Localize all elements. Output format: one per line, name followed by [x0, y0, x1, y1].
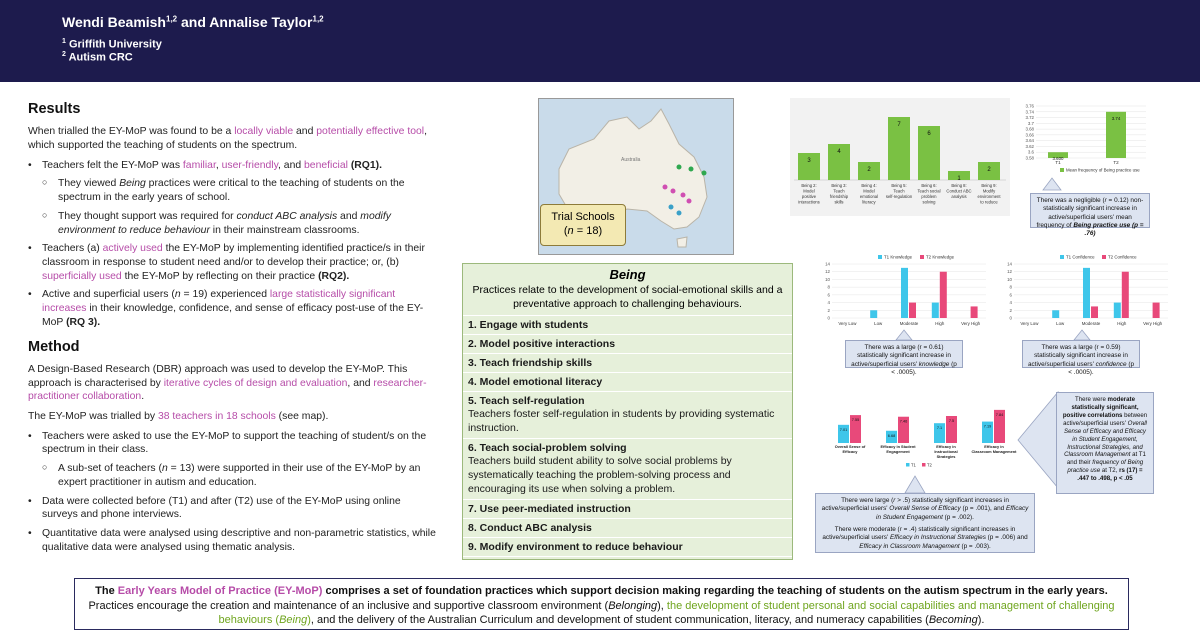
- bar-value-label: 6.68: [887, 433, 896, 438]
- t: practices were critical to the teaching of students on the spectrum in the early years of school.: [58, 178, 405, 204]
- being-practice-desc: Teachers foster self-regulation in students by providing systematic instruction.: [468, 408, 775, 434]
- y-tick-label: 6: [827, 292, 830, 298]
- bar: [870, 310, 877, 318]
- arrow-efficacy: [905, 476, 925, 493]
- category-label: Very High: [961, 321, 981, 326]
- method-sub-1: [28, 462, 438, 489]
- trial-schools-count: [541, 224, 625, 238]
- author-2-affil: 1,2: [312, 14, 324, 24]
- t: The EY-MoP was trialled by: [28, 411, 158, 422]
- bar: [1083, 268, 1090, 318]
- category-label: Teach: [833, 188, 845, 194]
- being-title: Being: [609, 267, 646, 282]
- t: (: [563, 225, 568, 238]
- affiliation-2-num: 2: [62, 51, 66, 58]
- category-label: Engagement: [886, 449, 910, 454]
- y-tick-label: 4: [1009, 300, 1012, 306]
- caption-efficacy: [815, 493, 1035, 553]
- t: confidence: [1095, 360, 1127, 368]
- t: at T1 and their: [1066, 451, 1146, 467]
- bar-value-label: 2: [987, 167, 991, 173]
- legend-swatch: [878, 255, 882, 259]
- affiliation-2-name: Autism CRC: [68, 51, 133, 64]
- y-tick-label: 3.62: [1025, 143, 1034, 149]
- t: There were large (: [841, 497, 894, 504]
- t: (p < .0005).: [891, 360, 957, 376]
- method-p2: [28, 410, 438, 424]
- t: There was a large (r = 0.59) statistically significant increase in active/superficial users': [1027, 344, 1128, 368]
- results-sub-2: [28, 210, 438, 237]
- legend-swatch: [922, 463, 926, 467]
- t: Overall Sense of Efficacy: [889, 505, 961, 513]
- t: superficially used: [42, 270, 122, 282]
- category-label: High: [935, 321, 945, 326]
- bar: [901, 268, 908, 318]
- category-label: Teach social: [917, 188, 941, 194]
- t: n: [174, 289, 181, 301]
- results-heading: Results: [28, 101, 81, 117]
- t: the EY-MoP by reflecting on their practice: [121, 270, 319, 282]
- t: Belonging: [608, 599, 658, 612]
- t: = 18): [573, 225, 603, 238]
- being-practice-label: 5. Teach self-regulation: [468, 395, 585, 408]
- y-tick-label: 0: [827, 315, 830, 321]
- category-label: T2: [1113, 160, 1119, 165]
- t: in their knowledge, confidence, and sense of efficacy post-use of the EY-MoP: [42, 303, 424, 328]
- legend-label: T2: [927, 462, 932, 468]
- category-label: Moderate: [899, 321, 919, 326]
- t: user-friendly: [221, 159, 279, 171]
- y-tick-label: 3.68: [1025, 126, 1034, 132]
- t: locally viable: [234, 126, 294, 138]
- bar-value-label: 7.01: [839, 427, 848, 432]
- school-marker: [681, 193, 686, 198]
- category-label: solving: [922, 199, 936, 205]
- left-column: [28, 100, 438, 560]
- method-heading: Method: [28, 338, 80, 355]
- category-label: Efficacy in: [936, 444, 956, 449]
- school-marker: [671, 189, 676, 194]
- y-tick-label: 12: [825, 269, 830, 275]
- t: large statistically significant increases: [42, 289, 396, 315]
- t: (p = .006) and: [985, 534, 1028, 542]
- school-marker: [677, 165, 682, 170]
- being-practice-label: 4. Model emotional literacy: [468, 376, 603, 389]
- category-label: Being 2:: [801, 183, 817, 188]
- t: modify environment to reduce behaviour: [58, 210, 391, 236]
- t: frequency of Being practice use: [1067, 459, 1144, 475]
- category-label: positive: [801, 194, 817, 199]
- category-label: T1: [1055, 160, 1061, 165]
- y-tick-label: 3.66: [1025, 132, 1034, 138]
- category-label: Efficacy in Student: [880, 444, 916, 449]
- t: r: [893, 497, 896, 504]
- authors: [62, 14, 324, 30]
- bar-value-label: 1: [957, 176, 961, 182]
- t: They viewed: [58, 178, 120, 190]
- being-practice-label: 3. Teach friendship skills: [468, 357, 593, 370]
- legend-swatch: [906, 463, 910, 467]
- t: at T2,: [1100, 467, 1120, 475]
- bar: [1114, 303, 1121, 318]
- bar-value-label: 7.5: [948, 419, 955, 423]
- being-items: [463, 316, 792, 557]
- bar-value-label: 3.74: [1111, 115, 1121, 121]
- affiliation-1: [62, 38, 162, 51]
- bar: [1153, 303, 1160, 318]
- being-practice-item: [463, 373, 792, 392]
- school-marker: [687, 199, 692, 204]
- y-tick-label: 14: [825, 261, 830, 267]
- results-sub-1: [28, 177, 438, 204]
- y-tick-label: 6: [1009, 292, 1012, 298]
- t: and: [337, 210, 361, 222]
- y-tick-label: 12: [1007, 269, 1012, 275]
- school-marker: [702, 171, 707, 176]
- category-label: Being 8:: [951, 183, 967, 188]
- t: , and the delivery of the Australian Curriculum and development of student communication, literacy, and numeracy capabilities (: [310, 614, 929, 627]
- t: , and: [278, 159, 305, 171]
- t: in their mainstream classrooms.: [209, 224, 360, 236]
- bar-value-label: 6: [927, 131, 931, 137]
- t: Early Years Model of Practice (EY-MoP): [117, 585, 323, 597]
- being-practice-label: 9. Modify environment to reduce behaviour: [468, 541, 683, 554]
- being-practice-item: [463, 316, 792, 335]
- category-label: friendship: [829, 194, 849, 199]
- being-practice-label: 6. Teach social-problem solving: [468, 442, 627, 455]
- caption-confidence: [1022, 340, 1140, 376]
- y-tick-label: 8: [827, 284, 830, 290]
- t: actively used: [102, 243, 163, 255]
- t: ),: [657, 599, 667, 612]
- t: .: [141, 391, 145, 403]
- legend-label: T1 Knowledge: [884, 254, 913, 260]
- poster-header: [0, 0, 1200, 82]
- being-practice-label: 7. Use peer-mediated instruction: [468, 503, 631, 516]
- results-bullet-3: [28, 288, 438, 329]
- t: There was a negligible (: [1036, 197, 1105, 204]
- t: (p < .0005).: [1068, 360, 1135, 376]
- y-tick-label: 14: [1007, 261, 1012, 267]
- t: = 0.12) non-statistically significant increase in active/superficial users' mean frequency of: [1036, 197, 1144, 229]
- legend-swatch: [1060, 255, 1064, 259]
- t: n: [161, 463, 168, 475]
- caption-mean-frequency: [1030, 193, 1150, 238]
- category-label: Model: [803, 188, 815, 194]
- being-practice-item: [463, 354, 792, 373]
- legend-swatch: [920, 255, 924, 259]
- school-marker: [663, 185, 668, 190]
- t: ).: [977, 614, 985, 627]
- category-label: interactions: [798, 199, 820, 205]
- y-tick-label: 3.7: [1027, 120, 1034, 126]
- arrow-correlation: [1018, 392, 1058, 488]
- t: Efficacy in Classroom Management: [859, 542, 960, 550]
- legend-swatch: [1102, 255, 1106, 259]
- bar: [1052, 310, 1059, 318]
- being-practice-item: [463, 439, 792, 500]
- t: (RQ1).: [347, 159, 382, 171]
- t: (see map).: [275, 411, 329, 422]
- category-label: Being 3:: [831, 183, 847, 188]
- t: (RQ 3).: [66, 316, 101, 328]
- y-tick-label: 4: [827, 300, 830, 306]
- y-tick-label: 3.72: [1025, 115, 1034, 121]
- t: 38 teachers in 18 schools: [157, 411, 276, 422]
- category-label: emotional: [859, 194, 879, 199]
- method-bullet-3: • Quantitative data were analysed using descriptive and non-parametric statistics, while qualitative data were analysed using thematic analysis.: [28, 527, 438, 554]
- bar-value-label: 7.1: [936, 426, 943, 431]
- t: There were: [1075, 396, 1108, 403]
- being-practice-desc: Teachers build student ability to solve social problems by systematically teaching the problem-solving process and encouraging its use when solving a problem.: [468, 455, 732, 495]
- category-label: Instructional: [934, 449, 958, 454]
- author-2: Annalise Taylor: [209, 14, 313, 30]
- y-tick-label: 3.58: [1025, 155, 1034, 161]
- being-practice-item: [463, 519, 792, 538]
- author-1-affil: 1,2: [166, 14, 178, 24]
- trial-schools-title: Trial Schools: [551, 211, 615, 223]
- t: Practices encourage the creation and maintenance of an inclusive and supportive classroom environment (: [88, 599, 609, 612]
- y-tick-label: 3.74: [1025, 109, 1034, 115]
- t: Efficacy in Instructional Strategies: [889, 534, 986, 542]
- legend-label: Mean frequency of Being practice use: [1066, 167, 1140, 173]
- y-tick-label: 3.64: [1025, 138, 1034, 144]
- chart-2-svg: [1020, 100, 1150, 180]
- t: They thought support was required for: [58, 210, 237, 222]
- t: > .5) statistically significant increases in active/superficial users': [821, 497, 1009, 513]
- t: = 19) experienced: [180, 289, 270, 301]
- bar-value-label: 7.55: [851, 418, 860, 423]
- chart-confidence: [1000, 252, 1172, 332]
- t: and: [293, 126, 317, 138]
- t: , which supported the teaching of students on the spectrum.: [28, 126, 427, 151]
- t: Being: [279, 614, 308, 627]
- t: ): [307, 614, 311, 627]
- being-practice-item: [463, 392, 792, 439]
- affiliation-1-num: 1: [62, 38, 66, 45]
- correlation-box: [1056, 392, 1154, 494]
- school-marker: [677, 211, 682, 216]
- chart-5-svg: [822, 405, 1022, 473]
- t: Being: [119, 178, 146, 190]
- t: Overall Sense of Efficacy and Efficacy in Student Engagement, Instructional Strategies, and Classroom Management: [1064, 419, 1147, 459]
- affiliation-1-name: Griffith University: [68, 38, 162, 51]
- results-intro: [28, 125, 438, 152]
- category-label: Efficacy in: [984, 444, 1004, 449]
- y-tick-label: 10: [825, 276, 830, 282]
- map-place-label: Australia: [621, 157, 641, 163]
- being-practice-item: [463, 500, 792, 519]
- results-bullet-1: [28, 159, 438, 173]
- t: A Design-Based Research (DBR) approach was used to develop the EY-MoP. This approach is characterised by: [28, 363, 408, 389]
- t: = 13) were supported in their use of the EY-MoP by an expert practitioner in autism and education.: [58, 463, 421, 488]
- t: When trialled the EY-MoP was found to be a: [28, 126, 235, 138]
- bar-value-label: 7: [897, 122, 901, 128]
- being-practice-label: 1. Engage with students: [468, 319, 589, 332]
- category-label: self-regulation: [885, 194, 913, 199]
- author-conjunction: and: [181, 14, 206, 30]
- bar-value-label: 4: [837, 149, 841, 155]
- category-label: Being 5:: [891, 183, 907, 188]
- category-label: Efficacy: [842, 449, 858, 454]
- chart-4-svg: [1000, 252, 1172, 332]
- t: moderate statistically significant, positive correlations: [1062, 396, 1139, 419]
- category-label: Low: [1056, 321, 1065, 326]
- legend-swatch: [1060, 168, 1064, 172]
- t: (RQ2).: [318, 270, 350, 282]
- legend-label: T2 Knowledge: [926, 254, 955, 260]
- t: the development of student personal and social capabilities and management of challenging behaviours (: [218, 599, 1115, 627]
- bar: [940, 272, 947, 318]
- category-label: to reduce: [980, 199, 998, 205]
- legend-label: T1: [911, 462, 916, 468]
- chart-mean-frequency: [1020, 100, 1150, 180]
- being-practice-item: [463, 538, 792, 557]
- legend-label: T1 Confidence: [1066, 254, 1095, 260]
- category-label: Low: [874, 321, 883, 326]
- t: Being practice use (p = .76): [1073, 221, 1144, 238]
- t: iterative cycles of design and evaluation: [163, 377, 348, 389]
- chart-1-svg: [790, 98, 1010, 216]
- t: conduct ABC analysis: [236, 210, 338, 222]
- category-label: Strategies: [936, 454, 956, 459]
- chart-knowledge: [818, 252, 990, 332]
- t: (p = .003).: [959, 542, 991, 550]
- t: r: [899, 525, 902, 533]
- caption-knowledge: [845, 340, 963, 376]
- category-label: Being 6:: [921, 183, 937, 188]
- school-marker: [669, 205, 674, 210]
- trial-schools-label: [540, 204, 626, 246]
- t: rs (17) = .447 to .498, p < .05: [1077, 467, 1143, 483]
- t: Efficacy in Student Engagement: [876, 505, 1029, 521]
- bar: [1122, 272, 1129, 318]
- t: potentially effective tool: [316, 126, 425, 138]
- t: Active and superficial users (: [42, 289, 175, 301]
- results-bullet-2: [28, 242, 438, 283]
- category-label: Very High: [1143, 321, 1163, 326]
- t: familiar: [182, 159, 216, 171]
- category-label: Being 9:: [981, 183, 997, 188]
- category-label: skills: [834, 199, 844, 205]
- category-label: Very Low: [838, 321, 857, 326]
- method-p1: [28, 363, 438, 404]
- bar-value-label: 3.600: [1052, 156, 1064, 162]
- bar-value-label: 7.84: [995, 412, 1004, 417]
- method-bullet-1: • Teachers were asked to use the EY-MoP to support the teaching of student/s on the spectrum in their class.: [28, 430, 438, 457]
- chart-3-svg: [818, 252, 990, 332]
- affiliation-2: [62, 51, 133, 64]
- bar: [1091, 306, 1098, 318]
- category-label: analysis: [951, 194, 967, 199]
- footer-summary: [74, 578, 1129, 630]
- t: beneficial: [304, 159, 348, 171]
- bar: [971, 306, 978, 318]
- y-tick-label: 2: [827, 307, 830, 313]
- category-label: environment: [977, 194, 1001, 199]
- t: researcher-practitioner collaboration: [28, 377, 427, 403]
- t: ,: [215, 159, 222, 171]
- t: r: [1104, 197, 1107, 204]
- t: Teachers felt the EY-MoP was: [42, 159, 183, 171]
- t: The: [95, 585, 118, 597]
- t: (p = .001), and: [960, 505, 1006, 513]
- t: comprises a set of foundation practices which support decision making regarding the teaching of students on the autism spectrum in the early years.: [322, 585, 1108, 597]
- bar-value-label: 2: [867, 167, 871, 173]
- y-tick-label: 3.6: [1027, 149, 1034, 155]
- bar-value-label: 3: [807, 158, 811, 164]
- category-label: Model: [863, 188, 875, 194]
- being-header: [463, 264, 792, 316]
- y-tick-label: 10: [1007, 276, 1012, 282]
- category-label: Teach: [893, 188, 905, 194]
- t: , and: [347, 377, 374, 389]
- category-label: literacy: [862, 199, 876, 205]
- chart-efficacy: [822, 405, 1022, 473]
- t: Teachers (a): [42, 243, 103, 255]
- being-practice-label: 2. Model positive interactions: [468, 338, 616, 351]
- t: (p = .002).: [942, 513, 974, 521]
- category-label: Moderate: [1081, 321, 1101, 326]
- being-practice-label: 8. Conduct ABC analysis: [468, 522, 592, 535]
- category-label: Overall Sense of: [834, 444, 866, 449]
- tasmania: [677, 237, 687, 247]
- category-label: problem: [921, 194, 937, 199]
- t: = .4) statistically significant increases in active/superficial users': [822, 525, 1016, 542]
- t: knowledge: [918, 360, 950, 368]
- author-1: Wendi Beamish: [62, 14, 166, 30]
- being-practice-item: [463, 335, 792, 354]
- y-tick-label: 2: [1009, 307, 1012, 313]
- category-label: High: [1117, 321, 1127, 326]
- category-label: Classroom Management: [971, 449, 1017, 454]
- t: n: [567, 225, 574, 238]
- bar: [909, 303, 916, 318]
- bar: [932, 303, 939, 318]
- category-label: Being 4:: [861, 183, 877, 188]
- bar-value-label: 7.46: [899, 419, 908, 424]
- t: Becoming: [928, 614, 978, 627]
- t: A sub-set of teachers (: [58, 463, 162, 475]
- chart-practice-frequency: [790, 98, 1010, 216]
- y-tick-label: 0: [1009, 315, 1012, 321]
- school-marker: [689, 167, 694, 172]
- category-label: Very Low: [1020, 321, 1039, 326]
- category-label: Conduct ABC: [946, 188, 972, 194]
- being-subtitle: Practices relate to the development of social-emotional skills and a preventative approach to challenging behaviours.: [472, 283, 783, 310]
- being-practices-box: [462, 263, 793, 560]
- category-label: Modify: [982, 188, 996, 194]
- bar-value-label: 7.19: [983, 424, 992, 429]
- t: There was a large (r = 0.61) statistically significant increase in active/superficial users': [851, 344, 951, 368]
- y-tick-label: 8: [1009, 284, 1012, 290]
- legend-label: T2 Confidence: [1108, 254, 1137, 260]
- t: the EY-MoP by implementing identified practice/s in their classroom in response to student need and/or to develop their practice; or, (b): [42, 243, 425, 268]
- t: There were moderate (: [834, 525, 900, 533]
- y-tick-label: 3.76: [1025, 103, 1034, 109]
- t: between active/superficial users': [1063, 411, 1148, 427]
- method-bullet-2: • Data were collected before (T1) and after (T2) use of the EY-MoP using online surveys and phone interviews.: [28, 495, 438, 522]
